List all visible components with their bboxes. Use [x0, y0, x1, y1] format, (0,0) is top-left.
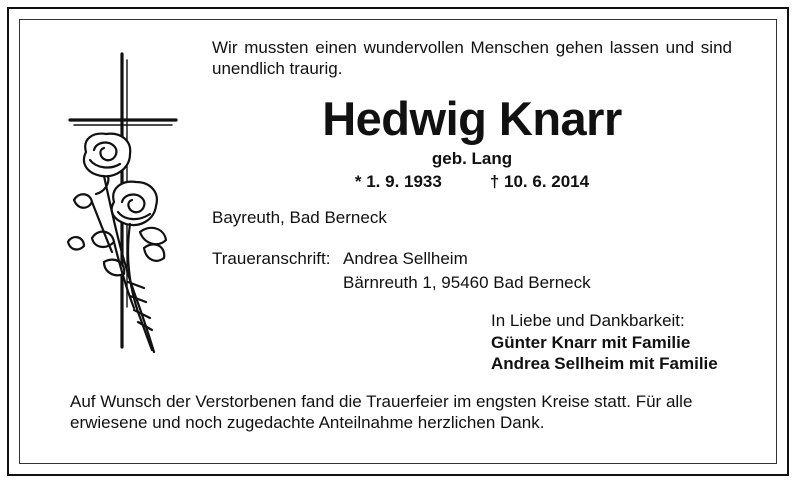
address-street: Bärnreuth 1, 95460 Bad Berneck: [343, 273, 591, 292]
birth-date: * 1. 9. 1933: [354, 172, 442, 191]
family-line: Andrea Sellheim mit Familie: [491, 354, 718, 373]
address-label: Traueranschrift:: [212, 249, 331, 268]
address-name: Andrea Sellheim: [343, 249, 468, 268]
intro-text: Wir mussten einen wundervollen Menschen gehen lassen und sind unendlich traurig.: [212, 38, 732, 78]
family-line: Günter Knarr mit Familie: [491, 333, 691, 352]
death-date: † 10. 6. 2014: [489, 172, 590, 191]
closing-text: Auf Wunsch der Verstorbenen fand die Trauerfeier im engsten Kreise statt. Für alle erwiesene und noch zugedachte Anteilnahme herzlichen Dank.: [70, 392, 693, 432]
life-dates: [212, 171, 732, 192]
deceased-name: Hedwig Knarr: [322, 92, 622, 145]
birth-name: geb. Lang: [431, 149, 513, 168]
thanks-intro: In Liebe und Dankbarkeit:: [491, 311, 685, 330]
places: Bayreuth, Bad Berneck: [212, 208, 387, 227]
cross-with-roses-icon: [64, 52, 180, 358]
